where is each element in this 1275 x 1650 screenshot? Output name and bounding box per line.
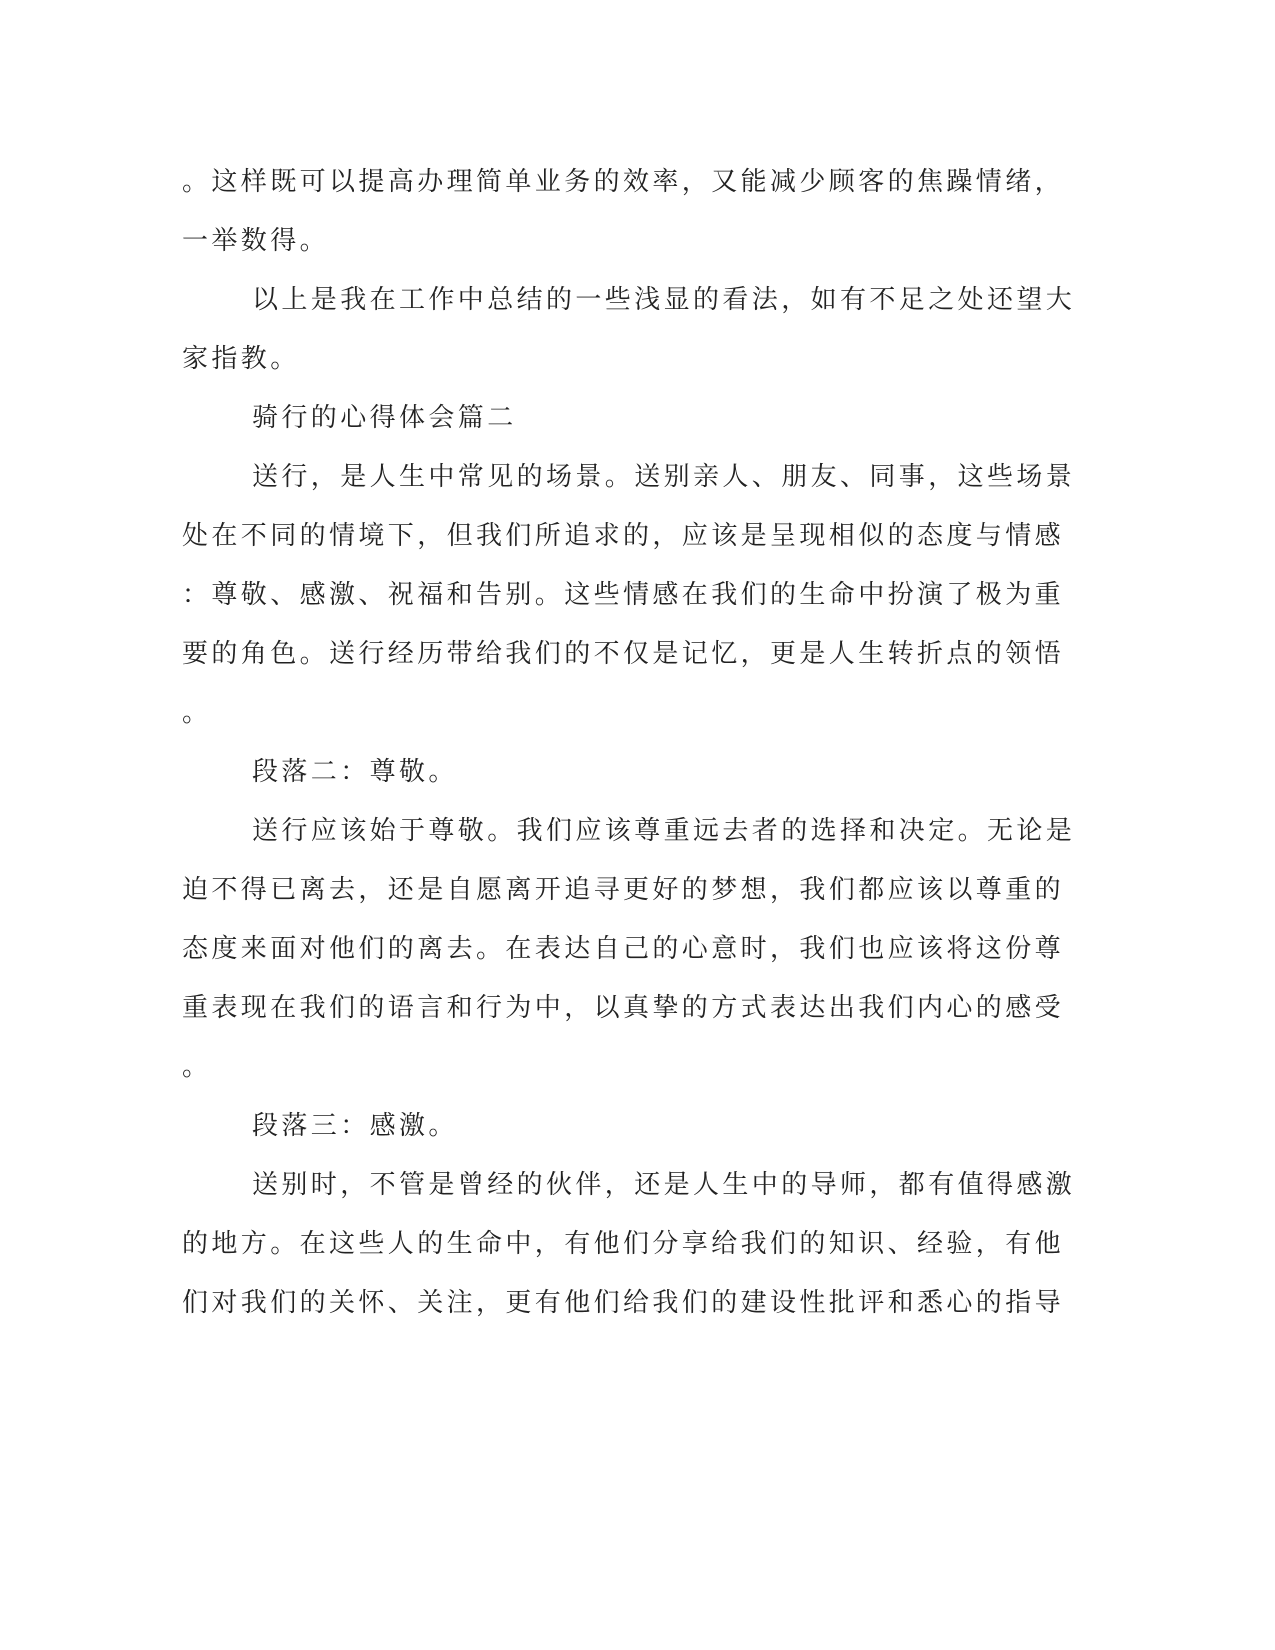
text-line: 态度来面对他们的离去。在表达自己的心意时，我们也应该将这份尊: [182, 934, 1065, 964]
text-line: 。: [182, 698, 212, 728]
paragraph-heading: 段落二：尊敬。: [252, 757, 458, 787]
text-line: 家指教。: [182, 344, 300, 374]
text-line: ：尊敬、感激、祝福和告别。这些情感在我们的生命中扮演了极为重: [182, 580, 1065, 610]
text-line: 的地方。在这些人的生命中，有他们分享给我们的知识、经验，有他: [182, 1229, 1065, 1259]
text-line: 处在不同的情境下，但我们所追求的，应该是呈现相似的态度与情感: [182, 521, 1065, 551]
text-line: 们对我们的关怀、关注，更有他们给我们的建设性批评和悉心的指导: [182, 1288, 1065, 1318]
paragraph-heading: 段落三：感激。: [252, 1111, 458, 1141]
text-line: 以上是我在工作中总结的一些浅显的看法，如有不足之处还望大: [252, 285, 1076, 315]
text-line: 一举数得。: [182, 226, 330, 256]
text-line: 。: [182, 1052, 212, 1082]
text-line: 迫不得已离去，还是自愿离开追寻更好的梦想，我们都应该以尊重的: [182, 875, 1065, 905]
text-line: 送行应该始于尊敬。我们应该尊重远去者的选择和决定。无论是: [252, 816, 1076, 846]
text-line: 要的角色。送行经历带给我们的不仅是记忆，更是人生转折点的领悟: [182, 639, 1065, 669]
text-line: 。这样既可以提高办理简单业务的效率，又能减少顾客的焦躁情绪，: [182, 167, 1065, 197]
text-line: 重表现在我们的语言和行为中，以真挚的方式表达出我们内心的感受: [182, 993, 1065, 1023]
text-line: 送别时，不管是曾经的伙伴，还是人生中的导师，都有值得感激: [252, 1170, 1076, 1200]
section-heading: 骑行的心得体会篇二: [252, 403, 517, 433]
text-line: 送行，是人生中常见的场景。送别亲人、朋友、同事，这些场景: [252, 462, 1076, 492]
